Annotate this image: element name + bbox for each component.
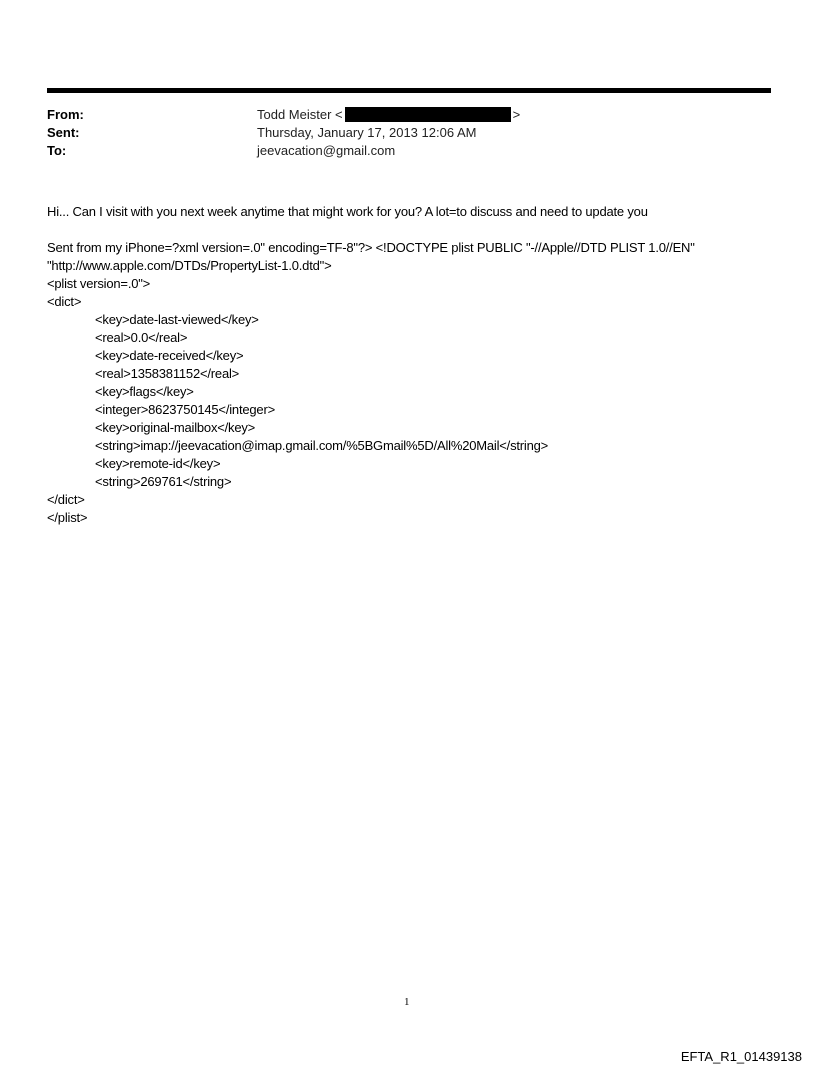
dict-line: <key>remote-id</key> bbox=[95, 456, 221, 471]
dict-line: <string>269761</string> bbox=[95, 474, 232, 489]
sent-label: Sent: bbox=[47, 125, 80, 140]
from-close: > bbox=[512, 107, 521, 122]
dict-line: <string>imap://jeevacation@imap.gmail.com/%5BGmail%5D/All%20Mail</string> bbox=[95, 438, 549, 453]
dict-line: <real>1358381152</real> bbox=[95, 366, 240, 381]
dict-line: <key>flags</key> bbox=[95, 384, 194, 399]
page-number: 1 bbox=[404, 996, 410, 1008]
body-line: <plist version=.0"> bbox=[47, 276, 151, 291]
dict-line: <integer>8623750145</integer> bbox=[95, 402, 275, 417]
to-label: To: bbox=[47, 143, 67, 158]
document-id: EFTA_R1_01439138 bbox=[680, 1049, 802, 1064]
header-rule bbox=[47, 88, 771, 93]
dict-line: <real>0.0</real> bbox=[95, 330, 188, 345]
email-body bbox=[47, 203, 695, 527]
body-line: <dict> bbox=[47, 294, 82, 309]
greeting: Hi... Can I visit with you next week anytime that might work for you? A lot=to discuss and need to update you bbox=[47, 204, 648, 219]
sent-value: Thursday, January 17, 2013 12:06 AM bbox=[257, 125, 477, 140]
redaction-bar bbox=[345, 107, 511, 122]
dict-line: <key>original-mailbox</key> bbox=[95, 420, 256, 435]
from-value bbox=[257, 106, 520, 124]
sender-name: Todd Meister < bbox=[257, 107, 343, 122]
body-line: Sent from my iPhone=?xml version=.0" encoding=TF-8"?> <!DOCTYPE plist PUBLIC "-//Apple//DTD PLIST 1.0//EN" bbox=[47, 240, 695, 255]
to-value: jeevacation@gmail.com bbox=[257, 143, 396, 158]
closing-line: </dict> bbox=[47, 492, 85, 507]
closing-line: </plist> bbox=[47, 510, 88, 525]
dict-line: <key>date-last-viewed</key> bbox=[95, 312, 259, 327]
body-line: "http://www.apple.com/DTDs/PropertyList-1.0.dtd"> bbox=[47, 258, 332, 273]
from-label: From: bbox=[47, 107, 84, 122]
dict-line: <key>date-received</key> bbox=[95, 348, 244, 363]
